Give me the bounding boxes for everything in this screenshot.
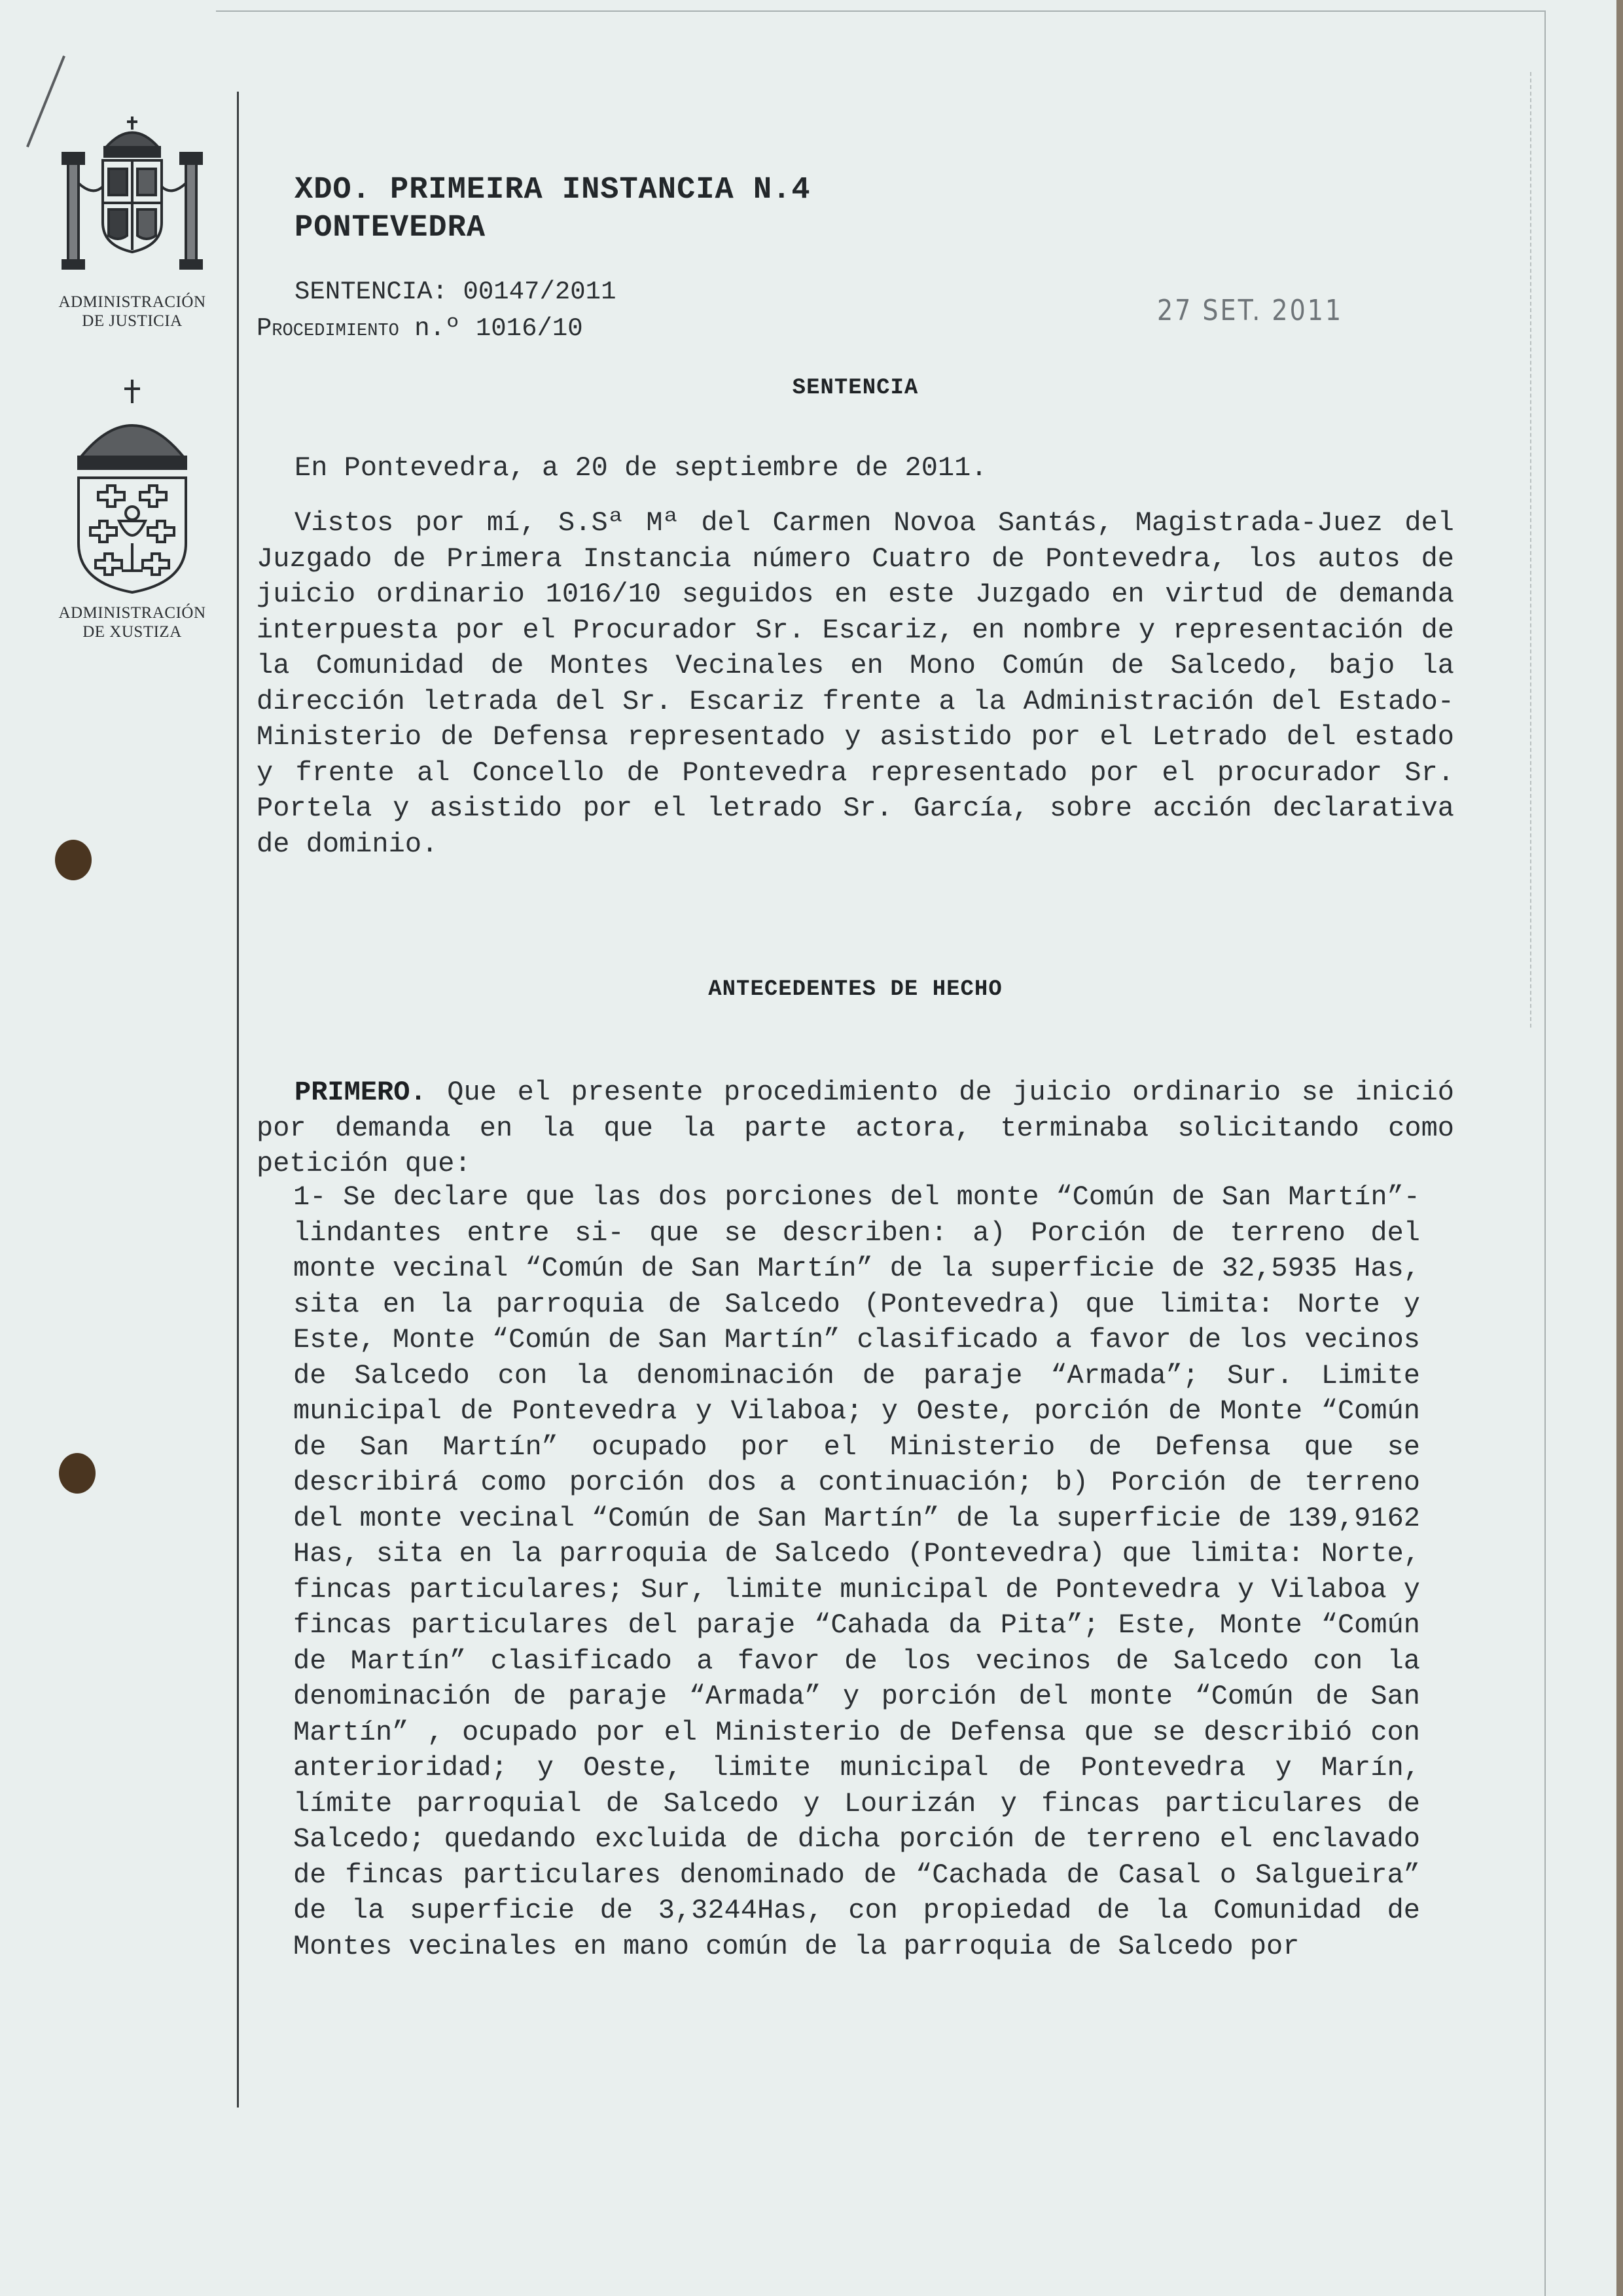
procedimiento-label: Procedimiento bbox=[257, 314, 399, 343]
page-border-top bbox=[216, 10, 1544, 12]
primero-text: Que el presente procedimiento de juicio ordinario se inició por demanda en la que la parte actora, terminaba solicitando como petición que: bbox=[257, 1077, 1454, 1179]
primero-paragraph bbox=[257, 1075, 1454, 1182]
spain-coat-of-arms-icon bbox=[54, 111, 211, 281]
dashed-fold-line bbox=[1530, 72, 1531, 1028]
page-border-right bbox=[1544, 10, 1546, 2296]
procedimiento-number: n.º 1016/10 bbox=[414, 314, 583, 343]
case-reference bbox=[257, 274, 616, 347]
court-line-1: XDO. PRIMEIRA INSTANCIA N.4 bbox=[294, 173, 811, 207]
document-title: SENTENCIA bbox=[792, 376, 919, 401]
sentencia-reference: SENTENCIA: 00147/2011 bbox=[294, 278, 616, 306]
section-heading: ANTECEDENTES DE HECHO bbox=[708, 977, 1003, 1002]
procedimiento-reference bbox=[257, 310, 616, 347]
court-name bbox=[294, 171, 811, 247]
petition-item-1: 1- Se declare que las dos porciones del monte “Común de San Martín”-lindantes entre si- que se describen: a) Porción de terreno del monte vecinal “Común de San Martín” de la superficie de 32,5935 Has, sita en la parroquia de Salcedo (Pontevedra) que limita: Norte y Este, Monte “Común de San Martín” clasificado a favor de los vecinos de Salcedo con la denominación de paraje “Armada”; Sur. Limite municipal de Pontevedra y Vilaboa; y Oeste, porción de Monte “Común de San Martín” ocupado por el Ministerio de Defensa que se describirá como porción dos a continuación; b) Porción de terreno del monte vecinal “Común de San Martín” de la superficie de 139,9162 Has, sita en la parroquia de Salcedo (Pontevedra) que limita: Norte, fincas particulares; Sur, limite municipal de Pontevedra y Vilaboa y fincas particulares del paraje “Cahada da Pita”; Este, Monte “Común de Martín” clasificado a favor de los vecinos de Salcedo con la denominación de paraje “Armada” y porción del monte “Común de San Martín” , ocupado por el Ministerio de Defensa que se describió con anterioridad; y Oeste, limite municipal de Pontevedra y Marín, límite parroquial de Salcedo y Lourizán y fincas particulares de Salcedo; quedando excluida de dicha porción de terreno el enclavado de fincas particulares denominado de “Cachada de Casal o Salgueira” de la superficie de 3,3244Has, con propiedad de la Comunidad de Montes vecinales en mano común de la parroquia de Salcedo por bbox=[293, 1181, 1420, 1962]
received-date-stamp: 27 SET. 2011 bbox=[1157, 293, 1344, 327]
date-line: En Pontevedra, a 20 de septiembre de 2011. bbox=[294, 452, 988, 484]
punch-hole bbox=[55, 840, 92, 880]
court-line-2: PONTEVEDRA bbox=[294, 211, 486, 245]
primero-label: PRIMERO. bbox=[294, 1077, 427, 1108]
emblem-label-justicia: ADMINISTRACIÓN DE JUSTICIA bbox=[58, 293, 206, 330]
punch-hole bbox=[59, 1453, 96, 1494]
vistos-paragraph: Vistos por mí, S.Sª Mª del Carmen Novoa Santás, Magistrada-Juez del Juzgado de Primera Instancia número Cuatro de Pontevedra, los autos de juicio ordinario 1016/10 seguidos en este Juzgado en virtud de demanda interpuesta por el Procurador Sr. Escariz, en nombre y representación de la Comunidad de Montes Vecinales en Mono Común de Salcedo, bajo la dirección letrada del Sr. Escariz frente a la Administración del Estado-Ministerio de Defensa representado y asistido por el Letrado del estado y frente al Concello de Pontevedra representado por el procurador Sr. Portela y asistido por el letrado Sr. García, sobre acción declarativa de dominio. bbox=[257, 507, 1454, 860]
margin-rule bbox=[237, 92, 239, 2108]
galicia-coat-of-arms-icon bbox=[67, 373, 198, 596]
emblem-label-xustiza: ADMINISTRACIÓN DE XUSTIZA bbox=[58, 604, 206, 641]
